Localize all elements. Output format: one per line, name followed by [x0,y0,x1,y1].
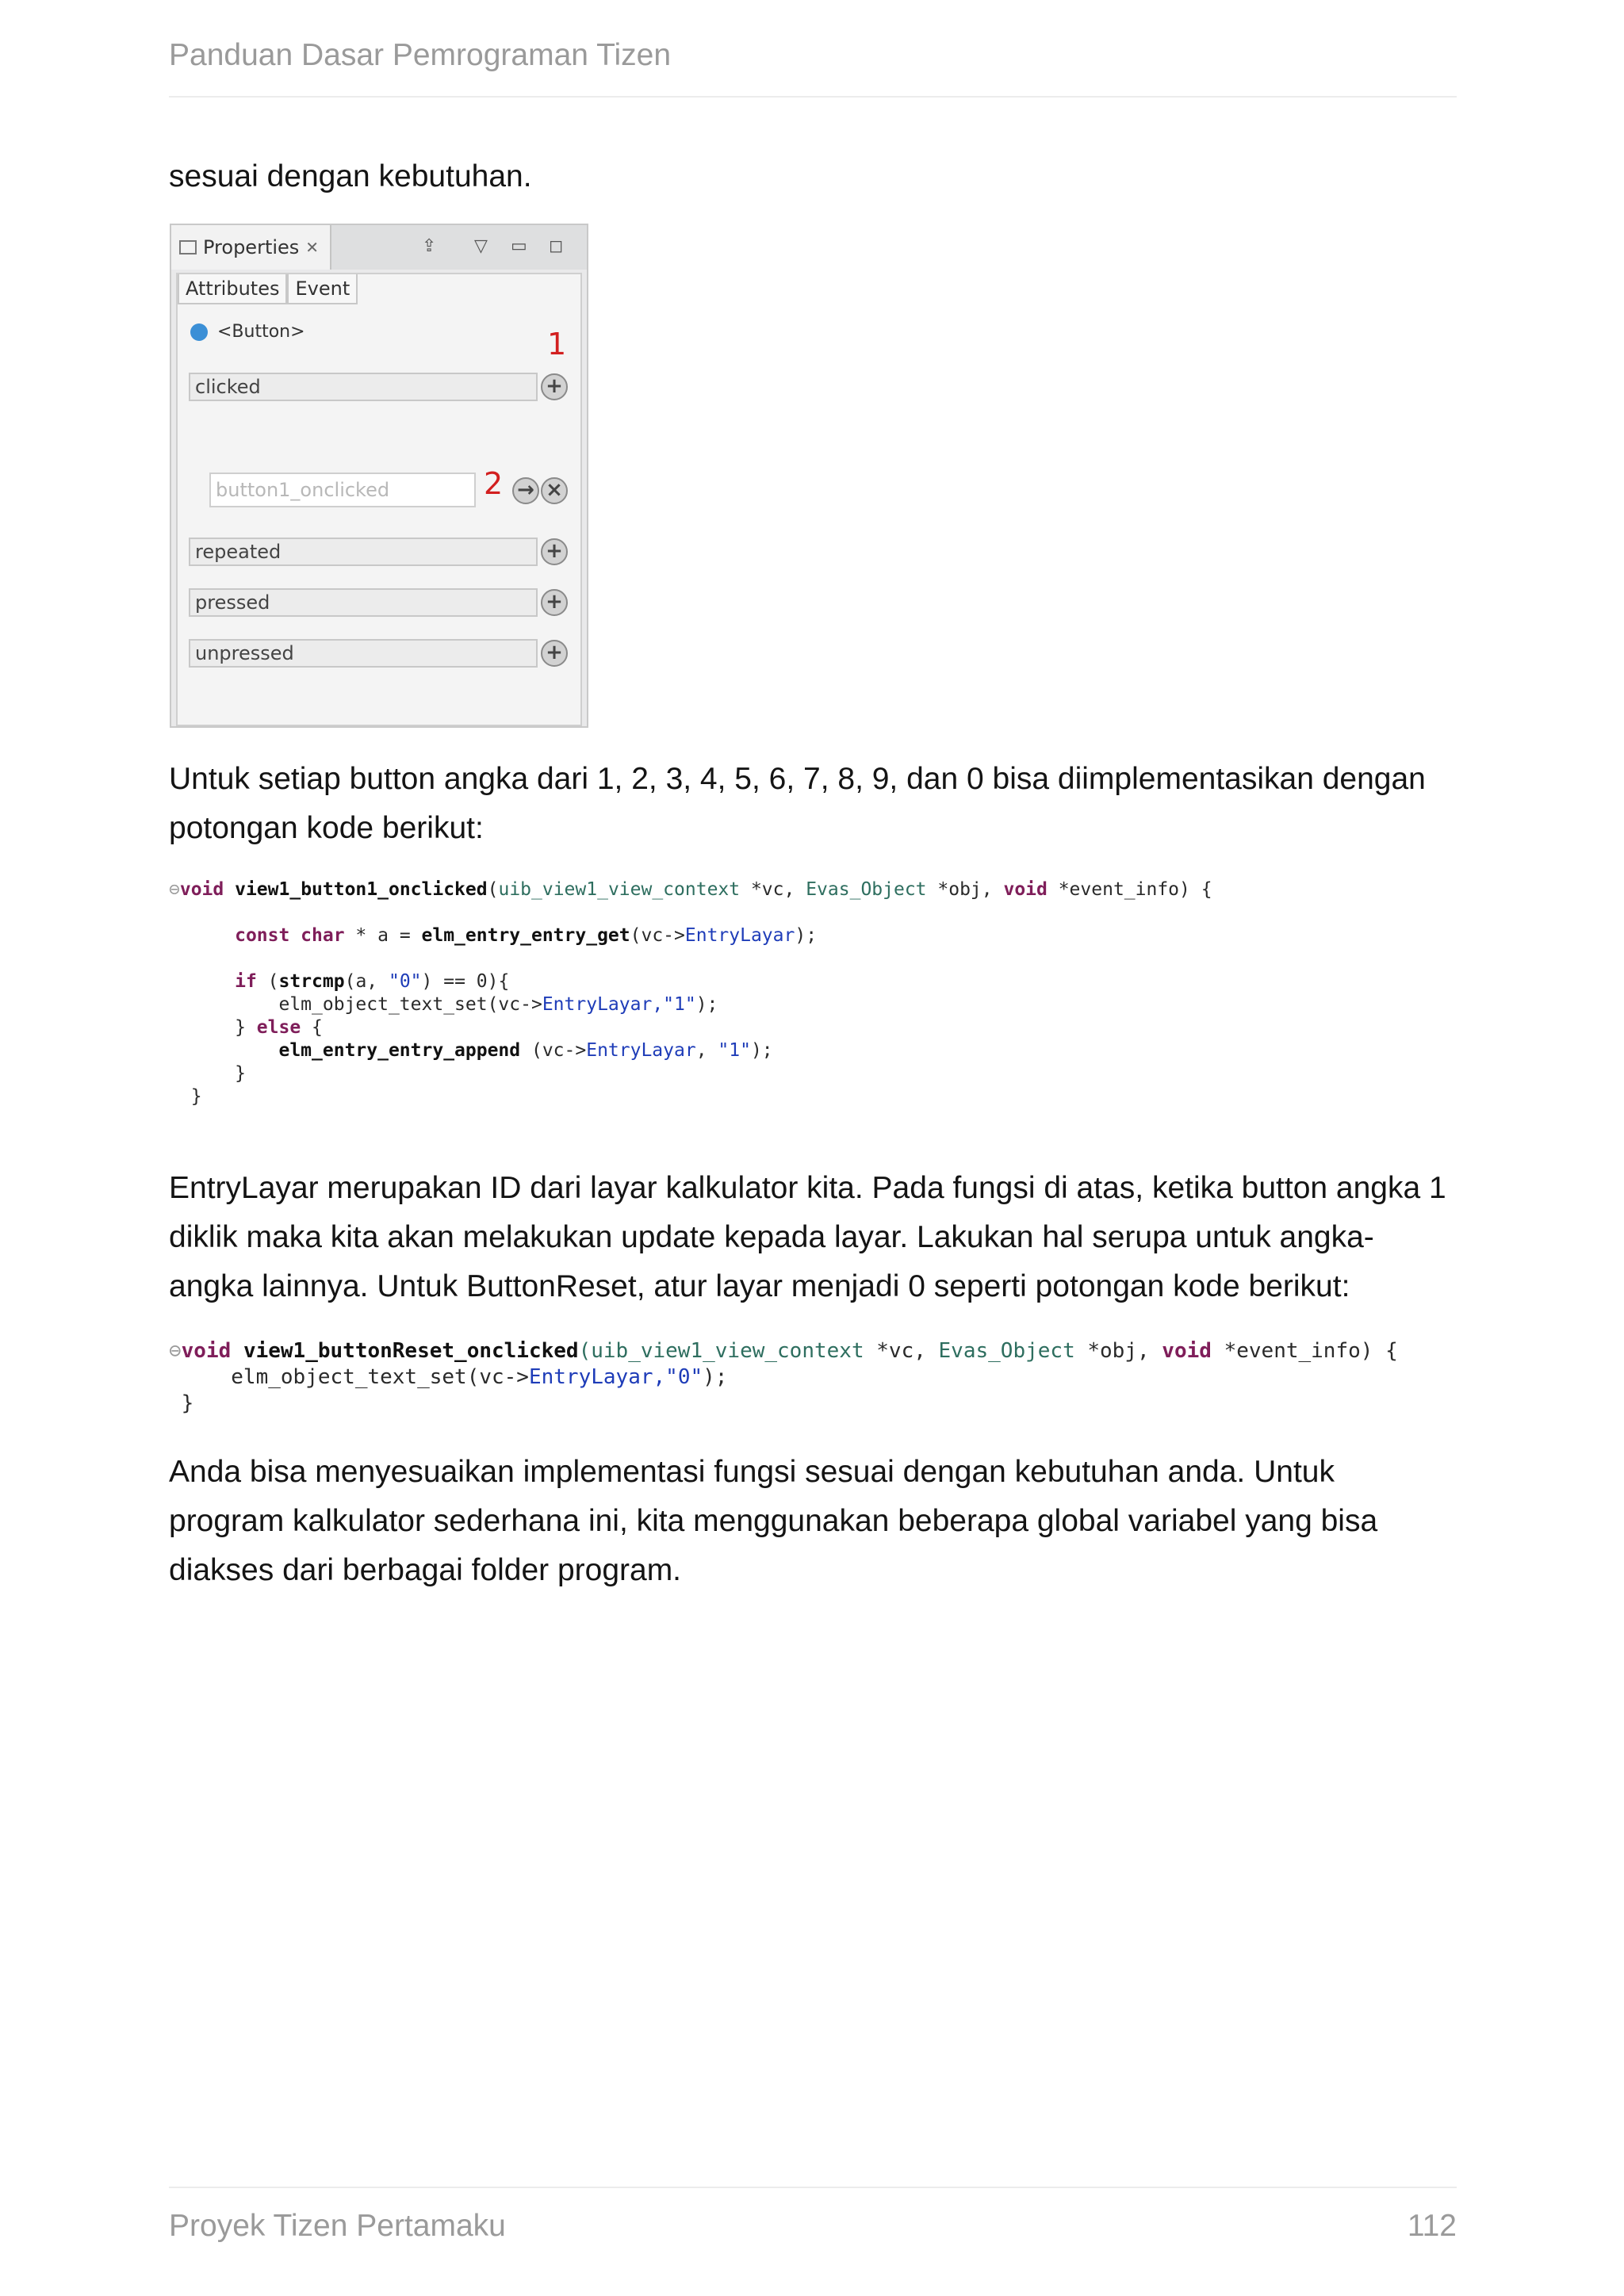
code-token: ,"0" [653,1365,703,1389]
code-token: void [1162,1339,1212,1363]
code-token: Evas_Object [806,879,927,900]
go-to-handler-button[interactable]: → [512,477,539,504]
maximize-icon[interactable]: ◻ [549,236,564,256]
header-divider [169,96,1457,98]
code-token: elm_object_text_set(vc-> [278,994,542,1015]
event-repeated[interactable]: repeated [189,538,538,566]
code-token: EntryLayar [586,1040,696,1061]
properties-titlebar [171,225,587,270]
properties-tab[interactable] [171,225,331,270]
code-token: uib_view1_view_context [498,879,741,900]
event-pressed[interactable]: pressed [189,588,538,617]
code-token: view1_button1_onclicked [235,879,488,900]
properties-panel [170,224,588,728]
code-token: void [179,879,224,900]
footer-book-title: Proyek Tizen Pertamaku [169,2209,506,2243]
code-token: } [235,1063,246,1084]
code-token: } [190,1086,202,1107]
handler-name-input[interactable]: button1_onclicked [209,473,476,507]
fold-icon: ⊖ [169,879,180,900]
view-menu-icon[interactable]: ▽ [474,236,488,256]
add-handler-button[interactable]: + [541,589,568,616]
paragraph-entrylayar: EntryLayar merupakan ID dari layar kalkulator kita. Pada fungsi di atas, ketika button angka 1 diklik maka kita akan melakukan update kepada layar. Lakukan hal serupa untuk angka-angka lainnya. Untuk ButtonReset, atur layar menjadi 0 seperti potongan kode berikut: [169,1171,1446,1303]
code-block-reset-handler [169,1338,1398,1417]
tab-attributes[interactable]: Attributes [178,274,287,304]
code-token: *obj, [1074,1339,1162,1363]
code-token: { [301,1017,323,1038]
code-token: * a = [344,925,422,946]
code-token: *vc, [864,1339,939,1363]
code-token: EntryLayar [542,994,653,1015]
code-token: *obj, [926,879,1004,900]
code-token: *vc, [740,879,806,900]
code-token: EntryLayar [528,1365,653,1389]
paragraph-button-digits: Untuk setiap button angka dari 1, 2, 3, 4, 5, 6, 7, 8, 9, dan 0 bisa diimplementasikan dengan potongan kode berikut: [169,762,1426,845]
close-icon[interactable]: ✕ [305,238,320,257]
widget-type-row [190,322,305,342]
event-unpressed[interactable]: unpressed [189,639,538,668]
properties-body [176,273,582,726]
properties-icon [179,240,197,254]
code-token: EntryLayar [684,925,795,946]
code-token: (a, [344,971,389,992]
code-token: ); [795,925,818,946]
code-token: Evas_Object [938,1339,1075,1363]
code-token: } [181,1391,194,1415]
code-token: (vc-> [520,1040,587,1061]
button-widget-icon [190,323,208,341]
code-token: (uib_view1_view_context [578,1339,864,1363]
minimize-icon[interactable]: ▭ [511,236,527,256]
footer-divider [169,2187,1457,2188]
annotation-marker-2: 2 [484,466,504,501]
add-handler-button[interactable]: + [541,373,568,400]
code-token: elm_object_text_set(vc-> [231,1365,529,1389]
widget-type-label: <Button> [217,322,305,342]
code-token: void [1003,879,1048,900]
code-token: elm_entry_entry_append [278,1040,521,1061]
pin-icon[interactable]: ⇪ [422,236,437,256]
code-token: ); [703,1365,728,1389]
code-token: ); [695,994,718,1015]
code-token: ( [256,971,279,992]
code-token: ); [750,1040,773,1061]
properties-subtabs [178,274,358,304]
code-token: *event_info) { [1211,1339,1398,1363]
code-token: "0" [388,971,422,992]
properties-tab-label: Properties [203,236,300,258]
remove-handler-button[interactable]: × [541,477,568,504]
code-token: ) == 0){ [421,971,510,992]
code-block-digit-handler: ⊖void view1_button1_onclicked(uib_view1_view_context *vc, Evas_Object *obj, void *event_info) { const char * a = elm_entry_entry_get(vc->EntryLayar); if (strcmp(a, "0") == 0){ elm_object_text_set(vc->EntryLayar,"1"); } else { elm_entry_entry_append (vc->EntryLayar, "1"); } } [169,879,1212,1107]
tab-event[interactable]: Event [287,274,358,304]
fold-icon: ⊖ [169,1339,182,1363]
code-token: elm_entry_entry_get [421,925,630,946]
annotation-marker-1: 1 [547,327,567,362]
code-token: if [235,971,257,992]
code-token: view1_buttonReset_onclicked [243,1339,579,1363]
code-token: void [181,1339,232,1363]
add-handler-button[interactable]: + [541,640,568,667]
code-token: } [235,1017,257,1038]
event-clicked[interactable]: clicked [189,373,538,401]
paragraph-intro: sesuai dengan kebutuhan. [169,159,532,193]
code-token: *event_info) { [1047,879,1212,900]
code-token: else [256,1017,301,1038]
page-number: 112 [1407,2209,1457,2243]
add-handler-button[interactable]: + [541,538,568,565]
paragraph-closing: Anda bisa menyesuaikan implementasi fungsi sesuai dengan kebutuhan anda. Untuk program kalkulator sederhana ini, kita menggunakan beberapa global variabel yang bisa diakses dari berbagai folder program. [169,1455,1378,1587]
code-token: const char [235,925,345,946]
code-token: strcmp [278,971,345,992]
page-header: Panduan Dasar Pemrograman Tizen [169,38,672,72]
code-token: ,"1" [652,994,696,1015]
code-token: (vc-> [630,925,685,946]
code-token: "1" [718,1040,751,1061]
code-token: , [695,1040,718,1061]
